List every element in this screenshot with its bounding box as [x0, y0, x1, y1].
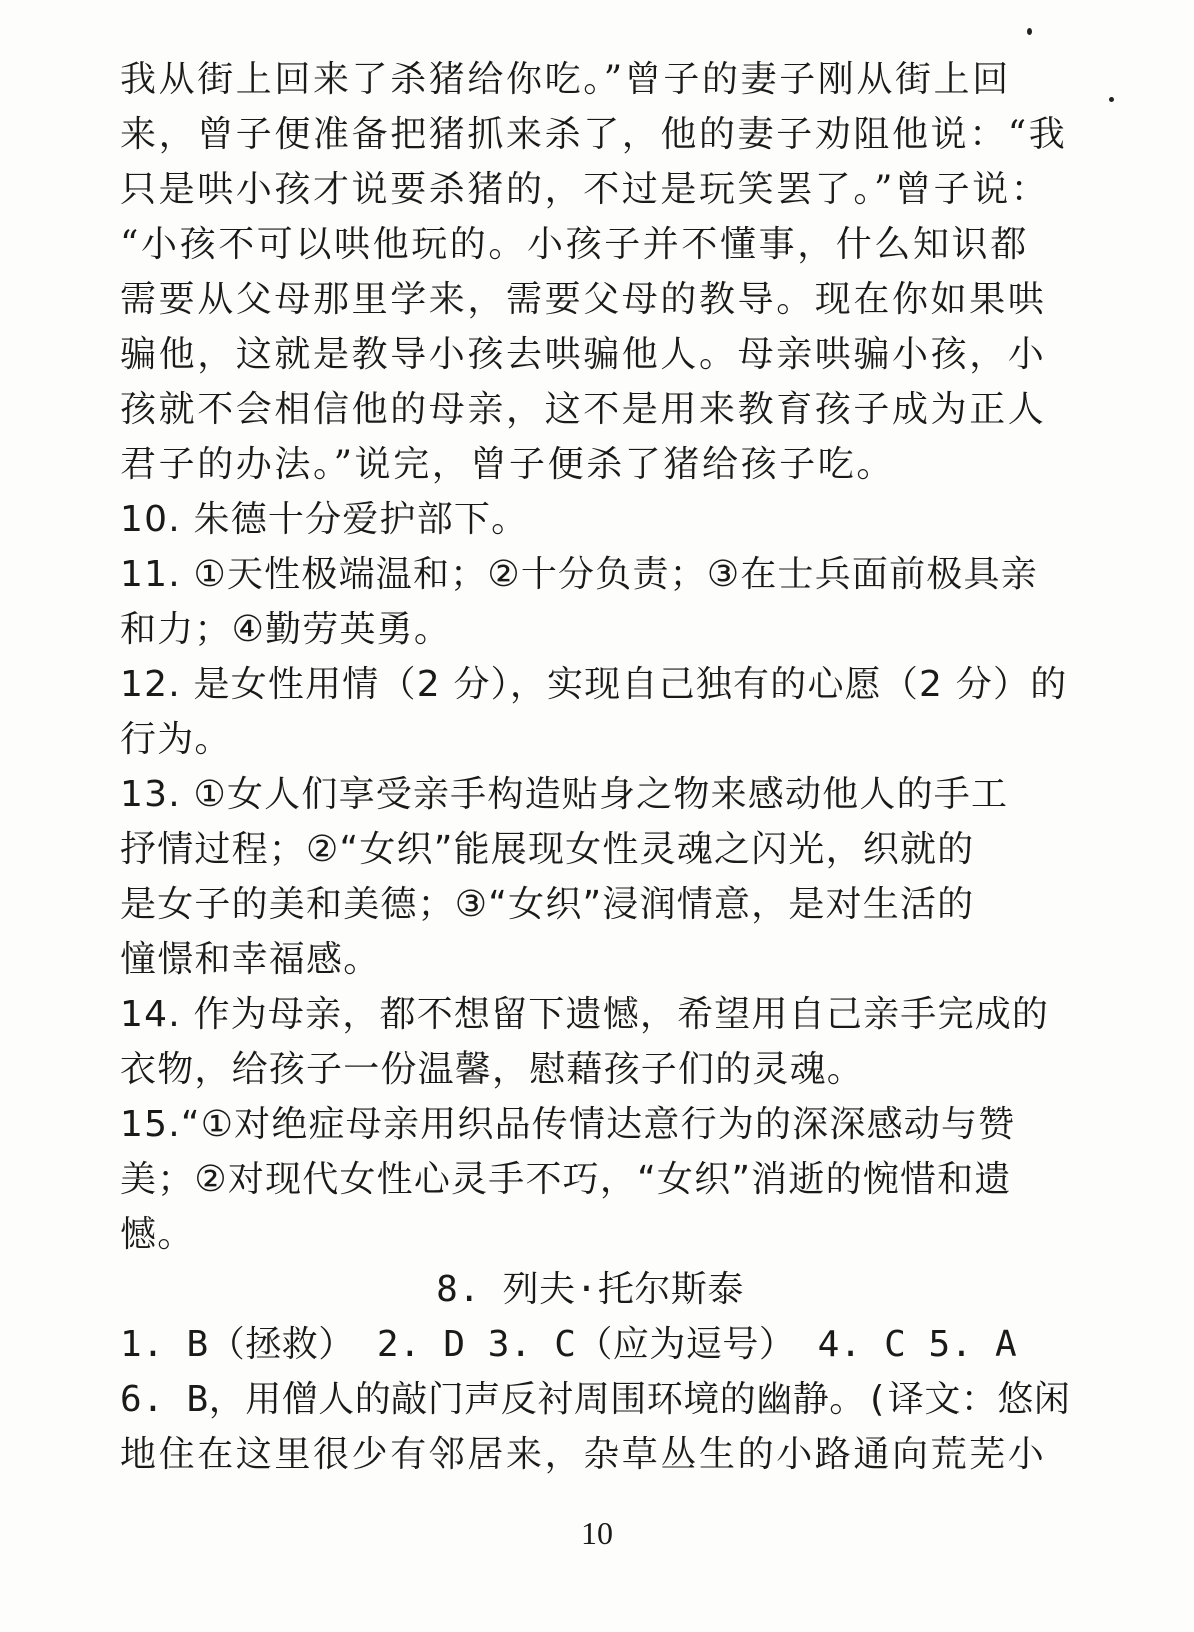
document-page — [120, 52, 1071, 1482]
answer-line: 12. 是女性用情（2 分），实现自己独有的心愿（2 分）的 — [120, 664, 1068, 705]
translation-paragraph — [120, 52, 1068, 492]
answer-line: 14. 作为母亲，都不想留下遗憾，希望用自己亲手完成的 — [120, 994, 1050, 1035]
paragraph-line: 君子的办法。”说完，曾子便杀了猪给孩子吃。 — [120, 444, 896, 485]
answer-line: 是女子的美和美德；③“女织”浸润情意，是对生活的 — [120, 884, 975, 925]
paragraph-line: 我从街上回来了杀猪给你吃。”曾子的妻子刚从街上回 — [120, 59, 1011, 100]
answer-line: 1. B（拯救） 2. D 3. C（应为逗号） 4. C 5. A — [120, 1324, 1018, 1365]
answer-line: 和力；④勤劳英勇。 — [120, 609, 452, 650]
answer-12 — [120, 657, 1068, 767]
answer-line: 13. ①女人们享受亲手构造贴身之物来感动他人的手工 — [120, 774, 1009, 815]
answer-line: 憧憬和幸福感。 — [120, 939, 381, 980]
answer-line: 美；②对现代女性心灵手不巧，“女织”消逝的惋惜和遗 — [120, 1159, 1012, 1200]
paragraph-line: 孩就不会相信他的母亲，这不是用来教育孩子成为正人 — [120, 389, 1047, 430]
page-number: 10 — [581, 1515, 613, 1551]
answer-line: 11. ①天性极端温和；②十分负责；③在士兵面前极具亲 — [120, 554, 1038, 595]
scan-speck — [1027, 28, 1032, 35]
paragraph-line: 只是哄小孩才说要杀猪的，不过是玩笑罢了。”曾子说： — [120, 169, 1050, 210]
answer-line: 15.“①对绝症母亲用织品传情达意行为的深深感动与赞 — [120, 1104, 1016, 1145]
scan-speck — [1109, 97, 1114, 102]
section-title: 8. 列夫·托尔斯泰 — [436, 1269, 744, 1310]
answer-line: 6. B，用僧人的敲门声反衬周围环境的幽静。(译文：悠闲 — [120, 1379, 1071, 1420]
answer-11 — [120, 547, 1038, 657]
answer-15 — [120, 1097, 1016, 1262]
answer-line: 衣物，给孩子一份温馨，慰藉孩子们的灵魂。 — [120, 1049, 865, 1090]
answer-line: 地住在这里很少有邻居来，杂草丛生的小路通向荒芜小 — [120, 1434, 1047, 1475]
answer-14 — [120, 987, 1050, 1097]
answer-line: 抒情过程；②“女织”能展现女性灵魂之闪光，织就的 — [120, 829, 975, 870]
answer-13 — [120, 767, 1009, 987]
answer-10 — [120, 492, 990, 547]
paragraph-line: “小孩不可以哄他玩的。小孩子并不懂事，什么知识都 — [120, 224, 1029, 265]
section-answers — [120, 1317, 1071, 1482]
paragraph-line: 需要从父母那里学来，需要父母的教导。现在你如果哄 — [120, 279, 1047, 320]
paragraph-line: 来，曾子便准备把猪抓来杀了，他的妻子劝阻他说：“我 — [120, 114, 1068, 155]
answer-line: 行为。 — [120, 719, 232, 760]
answer-line: 10. 朱德十分爱护部下。 — [120, 499, 529, 540]
answer-line: 憾。 — [120, 1214, 195, 1255]
paragraph-line: 骗他，这就是教导小孩去哄骗他人。母亲哄骗小孩，小 — [120, 334, 1047, 375]
